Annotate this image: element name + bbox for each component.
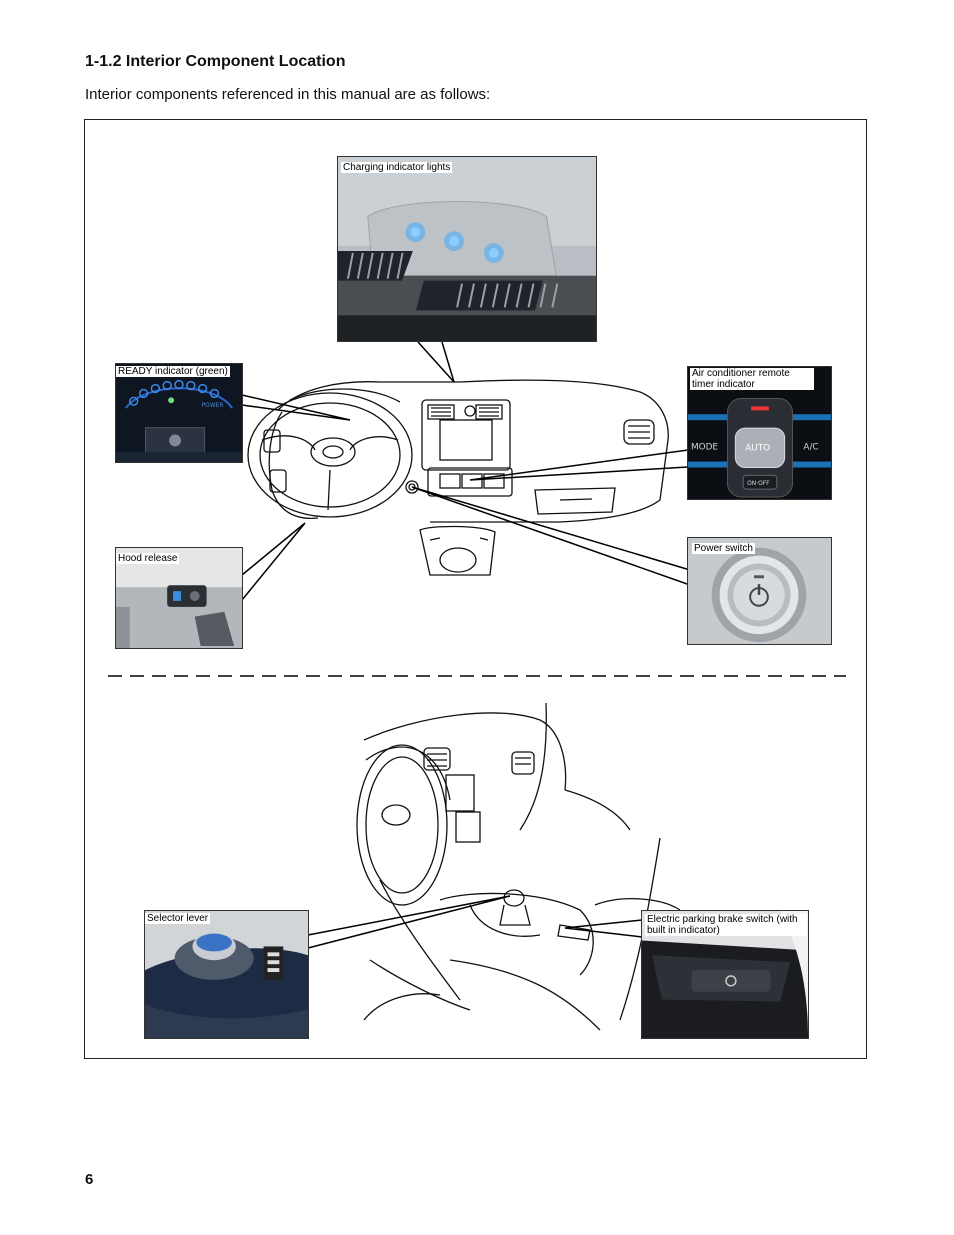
ac-onoff-text: ON·OFF — [747, 481, 770, 488]
ac-ac-text: A/C — [803, 442, 819, 453]
charging-indicator-photo — [337, 156, 597, 342]
power-switch-label: Power switch — [694, 543, 753, 554]
section-heading: 1-1.2 Interior Component Location — [85, 53, 346, 70]
parking-brake-label: Electric parking brake switch (with built in indicator) — [645, 914, 807, 936]
hood-release-label: Hood release — [118, 553, 178, 564]
selector-lever-photo — [144, 910, 309, 1039]
page-number: 6 — [85, 1171, 94, 1188]
ready-power-text: POWER — [201, 403, 224, 410]
selector-lever-label: Selector lever — [147, 913, 209, 924]
ac-auto-text: AUTO — [745, 443, 771, 454]
charging-indicator-label: Charging indicator lights — [343, 162, 451, 173]
ac-timer-label: Air conditioner remote timer indicator — [690, 368, 814, 390]
ready-indicator-label: READY indicator (green) — [118, 366, 228, 377]
intro-text: Interior components referenced in this manual are as follows: — [85, 86, 491, 103]
ready-indicator-photo — [115, 363, 243, 463]
ac-mode-text: MODE — [690, 442, 719, 453]
